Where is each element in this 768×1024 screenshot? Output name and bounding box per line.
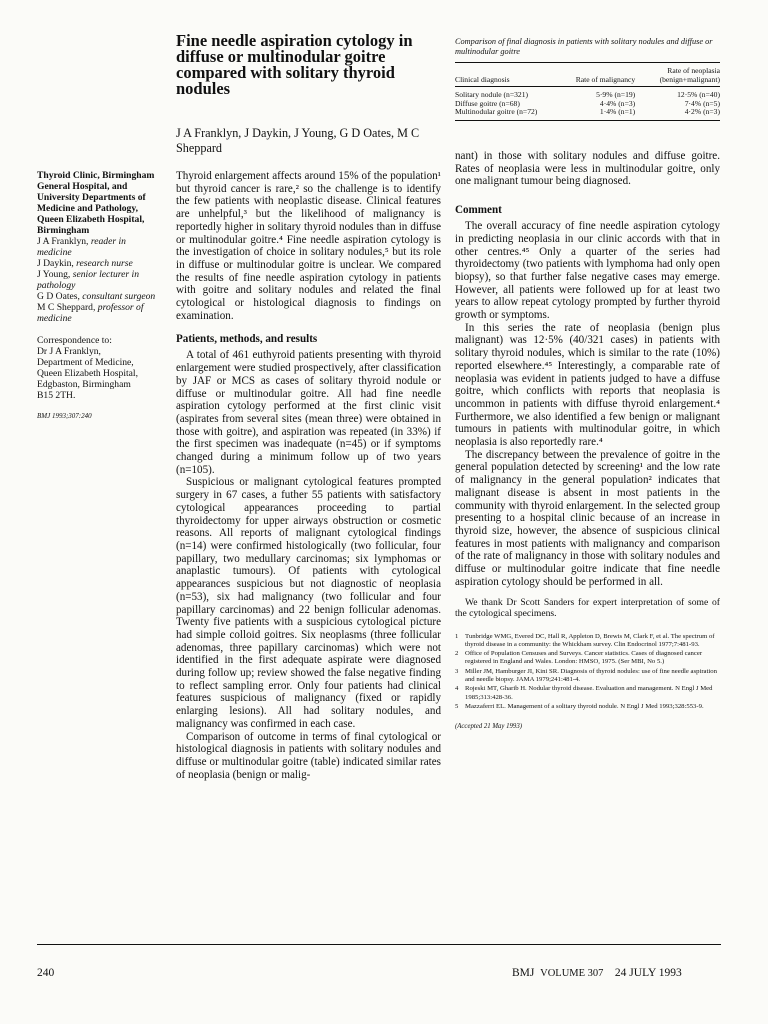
author-name: J Daykin,	[37, 258, 77, 269]
body-paragraph: The overall accuracy of fine needle aspiration cytology in predicting neoplasia in our clinic accords with that in other centres.⁴⁵ Only a quarter of the series had thyroidectomy (two patients with lymphoma had only open biopsy), so that further false negative cases may emerge. However, all patients were followed up for at least two years to allow repeat cytology prompted by further thyroid growth or symptoms.	[455, 220, 720, 322]
author-entry	[37, 302, 162, 324]
author-name: M C Sheppard,	[37, 302, 98, 313]
table-cell: 4·4% (n=3)	[599, 98, 636, 108]
correspondence-line: B15 2TH.	[37, 390, 76, 401]
table-cell: 1·4% (n=1)	[599, 107, 636, 117]
page-number: 240	[37, 967, 55, 979]
reference-text: Office of Population Censuses and Surveys. Cancer statistics. Cases of diagnosed cancer registered in England and Wales. London: HMSO, 1975. (Ser MBI, No 5.)	[465, 650, 703, 666]
body-paragraph: The discrepancy between the prevalence of goitre in the general population detected by screening¹ and the low rate of malignancy in the general population² indicates that malignant disease is absent in most patients in the community with thyroid enlargement. In the selected group presenting to a hospital clinic because of an increase in thyroid size, however, the absence of suspicious clinical features in most patients with malignancy and comparison of the rate of malignancy in those with solitary nodules and diffuse or multinodular goitre indicate that fine needle aspiration cytology should be performed in all.	[455, 448, 720, 588]
table-cell: 4·2% (n=3)	[684, 107, 720, 117]
table-cell: Solitary nodule (n=321)	[455, 90, 529, 99]
table-cell: Multinodular goitre (n=72)	[455, 107, 538, 117]
table-cell: 7·4% (n=5)	[684, 98, 720, 108]
correspondence-line: Correspondence to:	[37, 335, 112, 346]
journal-date: 24 JULY 1993	[614, 967, 682, 979]
results-table-block	[455, 37, 720, 121]
reference-text: Tunbridge WMG, Evered DC, Hall R, Appleton D, Brewis M, Clark F, et al. The spectrum of thyroid disease in a community: the Whickham survey. Clin Endocrinol 1977;7:481-93.	[465, 632, 715, 648]
reference-number: 4	[455, 685, 459, 693]
affiliation: Thyroid Clinic, Birmingham General Hospital, and University Departments of Medicine and Pathology, Queen Elizabeth Hospital, Birmingham	[37, 170, 155, 236]
table-header-row	[455, 63, 720, 87]
reference-item	[455, 685, 720, 702]
author-entry	[37, 291, 162, 302]
table-row	[455, 108, 720, 120]
right-column	[455, 150, 720, 730]
reference-text: Rojeski MT, Gharib H. Nodular thyroid disease. Evaluation and management. N Engl J Med 1985;313:428-36.	[465, 685, 713, 701]
article-title: Fine needle aspiration cytology in diffuse or multinodular goitre compared with solitary thyroid nodules	[176, 31, 413, 98]
results-table	[455, 62, 720, 121]
author-entry	[37, 236, 162, 258]
table-header: Rate of malignancy	[575, 75, 636, 84]
author-name: J A Franklyn,	[37, 236, 91, 247]
comment-heading: Comment	[455, 204, 502, 217]
correspondence-line: Department of Medicine,	[37, 357, 134, 368]
table-row	[455, 87, 720, 100]
journal-volume: VOLUME 307	[540, 968, 604, 979]
intro-paragraph: Thyroid enlargement affects around 15% of the population¹ but thyroid cancer is rare,² so the challenge is to identify the few patients with neoplastic disease. Clinical features are unhelpful,³ but the likelihood of malignancy is reportedly higher in solitary thyroid nodules than in diffuse or multinodular goitre.⁴ Fine needle aspiration cytology is the investigation of choice in solitary nodules,⁵ but its role in diffuse or multinodular goitre is unclear. We compared the results of fine needle aspiration cytology in patients with goitre and solitary nodules and related the final cytological or histological diagnosis to findings on examination.	[176, 170, 441, 322]
article-authors: J A Franklyn, J Daykin, J Young, G D Oates, M C Sheppard	[176, 126, 420, 155]
body-paragraph: Comparison of outcome in terms of final cytological or histological diagnosis in patients with solitary nodules and diffuse or multinodular goitre (table) indicated similar rates of neoplasia (benign or malig-	[176, 730, 441, 781]
footer-rule	[37, 944, 721, 945]
table-cell: 5·9% (n=19)	[596, 90, 636, 99]
correspondence-line: Edgbaston, Birmingham	[37, 379, 131, 390]
author-role: consultant surgeon	[82, 291, 156, 302]
body-paragraph: A total of 461 euthyroid patients presenting with thyroid enlargement were studied prospectively, after classification by JAF or MCS as cases of solitary thyroid nodule or diffuse or multinodular goitre. All had fine needle aspiration cytology performed at the first clinic visit (aspirates from several sites (mean three) were obtained in those with goitre), and aspiration was repeated (in 33%) if the first specimen was inadequate (n=45) or if symptoms changed during a minimum follow up of two years (n=105).	[176, 349, 441, 476]
body-paragraph: nant) in those with solitary nodules and diffuse goitre. Rates of neoplasia were less in multinodular goitre, only one malignant tumour being diagnosed.	[455, 150, 720, 188]
author-name: G D Oates,	[37, 291, 83, 302]
table-header: Clinical diagnosis	[455, 75, 510, 84]
reference-number: 5	[455, 702, 459, 710]
accepted-date: (Accepted 21 May 1993)	[455, 723, 522, 731]
body-paragraph: In this series the rate of neoplasia (benign plus malignant) was 12·5% (40/321 cases) in patients with solitary thyroid nodules, which is similar to the rate (10%) reported elsewhere.⁴⁵ Interestingly, a comparable rate of neoplasia was evident in patients judged to have a diffuse goitre, which conflicts with reports that neoplasia is uncommon in patients with diffuse thyroid enlargement.⁴ Furthermore, we also identified a few benign or malignant tumours in patients with multinodular goitre, in which neoplasia is also reportedly rare.⁴	[455, 321, 720, 449]
table-header: Rate of neoplasia (benign+malignant)	[659, 66, 720, 84]
reference-number: 1	[455, 632, 459, 640]
citation: BMJ 1993;307:240	[37, 412, 92, 420]
reference-item	[455, 668, 720, 685]
acknowledgement: We thank Dr Scott Sanders for expert interpretation of some of the cytological specimens.	[455, 596, 720, 619]
author-entry	[37, 269, 162, 291]
journal-name: BMJ	[512, 967, 535, 979]
methods-heading: Patients, methods, and results	[176, 333, 318, 346]
reference-number: 3	[455, 667, 459, 675]
reference-text: Mazzaferri EL. Management of a solitary thyroid nodule. N Engl J Med 1993;328:553-9.	[465, 702, 704, 710]
author-role: research nurse	[76, 258, 133, 269]
journal-footer	[512, 967, 682, 979]
author-role: professor of medicine	[37, 302, 144, 324]
author-sidebar	[37, 170, 162, 422]
table-caption: Comparison of final diagnosis in patients with solitary nodules and diffuse or multinodular goitre	[455, 37, 713, 56]
reference-number: 2	[455, 650, 459, 658]
reference-text: Miller JM, Hamburger JI, Kini SR. Diagnosis of thyroid nodules: use of fine needle aspiration and needle biopsy. JAMA 1979;241:481-4.	[465, 667, 717, 683]
author-role: senior lecturer in pathology	[37, 269, 139, 291]
author-entry	[37, 258, 162, 269]
table-cell: 12·5% (n=40)	[677, 90, 720, 99]
author-role: reader in medicine	[37, 236, 126, 258]
reference-item	[455, 633, 720, 650]
left-column	[176, 170, 441, 781]
author-name: J Young,	[37, 269, 73, 280]
reference-item	[455, 703, 720, 711]
correspondence-line: Queen Elizabeth Hospital,	[37, 368, 138, 379]
table-cell: Diffuse goitre (n=68)	[455, 98, 520, 108]
body-paragraph: Suspicious or malignant cytological features prompted surgery in 67 cases, a futher 55 patients with satisfactory cytological appearances proceeding to partial thyroidectomy for upper airways obstruction or cosmetic reasons. All reports of malignant cytological findings (n=14) were confirmed histologically (two follicular, four papillary, two medullary carcinomas; six lymphomas or anaplastic tumours). Of patients with cytological appearances suspicious but not diagnostic of neoplasia (n=53), six had malignancy (two follicular and four papillary carcinomas) and 22 benign follicular adenomas. Twenty five patients with a suspicious cytological picture had simple colloid goitres. Six neoplasms (three follicular adenomas, three papillary carcinomas) which were not identified in the first adequate aspirate were diagnosed during follow up; review showed the false negative finding to reflect sampling error. Only four patients had clinical features suspicious of malignancy (fixed or rapidly enlarging lesions). All had solitary nodules, and malignancy was confirmed in each case.	[176, 476, 441, 730]
reference-item	[455, 650, 720, 667]
author-list	[37, 236, 162, 324]
correspondence-line: Dr J A Franklyn,	[37, 346, 101, 357]
reference-list	[455, 633, 720, 712]
correspondence-address	[37, 335, 162, 401]
